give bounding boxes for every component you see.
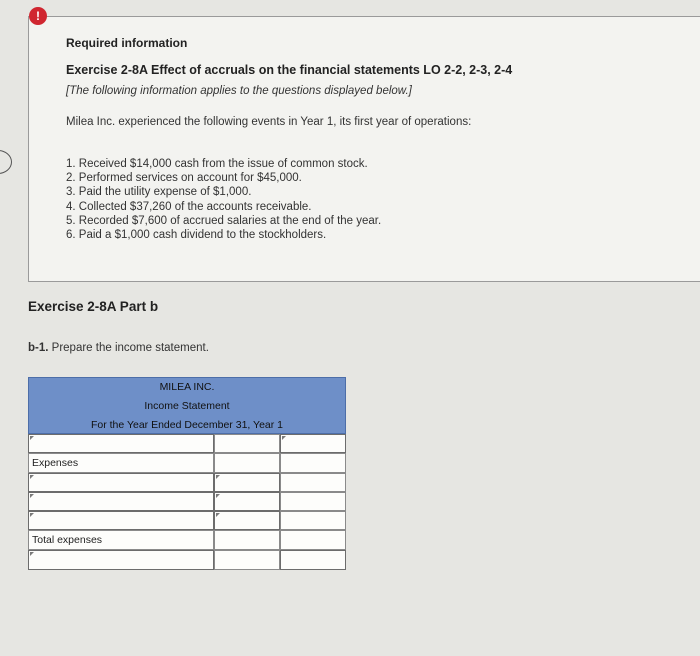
event-item: 4. Collected $37,260 of the accounts receivable. (66, 200, 312, 213)
expenses-blank-cell (280, 453, 346, 473)
statement-period: For the Year Ended December 31, Year 1 (90, 419, 284, 431)
b1-label: b-1. (28, 342, 49, 354)
net-income-amount-input[interactable] (280, 550, 346, 570)
expense-3-amount-input[interactable] (214, 511, 280, 530)
revenue-amount-input[interactable] (214, 434, 280, 453)
applies-note: [The following information applies to the questions displayed below.] (66, 85, 412, 97)
net-income-blank-cell (214, 550, 280, 570)
total-expenses-blank-cell (214, 530, 280, 550)
expenses-label (28, 453, 214, 473)
events-list (66, 157, 381, 242)
b1-instruction (28, 342, 209, 354)
event-item: 5. Recorded $7,600 of accrued salaries at the end of the year. (66, 214, 382, 227)
income-statement-header (28, 377, 346, 434)
event-item: 6. Paid a $1,000 cash dividend to the stockholders. (66, 229, 327, 242)
total-expenses-label-text: Total expenses (32, 534, 103, 546)
expense-1-amount-input[interactable] (214, 473, 280, 492)
exercise-title: Exercise 2-8A Effect of accruals on the financial statements LO 2-2, 2-3, 2-4 (66, 63, 513, 77)
expense-3-label-input[interactable] (28, 511, 214, 530)
b1-text: Prepare the income statement. (48, 342, 209, 354)
expenses-label-text: Expenses (32, 457, 79, 469)
expense-2-blank-cell (280, 492, 346, 511)
expense-2-amount-input[interactable] (214, 492, 280, 511)
expenses-blank-cell (214, 453, 280, 473)
event-item: 2. Performed services on account for $45,000. (66, 172, 302, 185)
event-item: 3. Paid the utility expense of $1,000. (66, 186, 252, 199)
revenue-label-input[interactable] (28, 434, 214, 453)
intro-text: Milea Inc. experienced the following events in Year 1, its first year of operations: (66, 116, 472, 128)
net-income-label-input[interactable] (28, 550, 214, 570)
expense-2-label-input[interactable] (28, 492, 214, 511)
expense-1-blank-cell (280, 473, 346, 492)
expense-3-blank-cell (280, 511, 346, 530)
expense-1-label-input[interactable] (28, 473, 214, 492)
company-name: MILEA INC. (159, 381, 215, 393)
part-title: Exercise 2-8A Part b (28, 299, 159, 314)
event-item: 1. Received $14,000 cash from the issue of common stock. (66, 158, 368, 170)
total-expenses-amount-input[interactable] (280, 530, 346, 550)
revenue-total-input[interactable] (280, 434, 346, 453)
alert-icon: ! (29, 7, 47, 25)
required-info-heading: Required information (66, 36, 188, 50)
statement-name: Income Statement (144, 400, 230, 412)
total-expenses-label (28, 530, 214, 550)
side-arc-decoration (0, 150, 12, 174)
